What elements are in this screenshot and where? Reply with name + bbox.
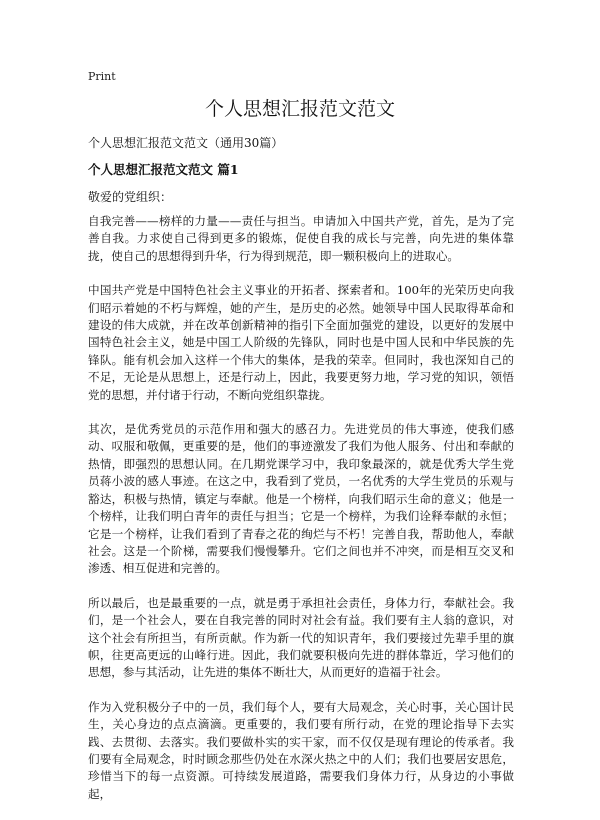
section-heading: 个人思想汇报范文范文 篇1 (88, 162, 239, 177)
paragraph: 中国共产党是中国特色社会主义事业的开拓者、探索者和。100年的光荣历史向我们昭示着她的不朽与辉煌，她的产生，是历史的必然。她领导中国人民取得革命和建设的伟大成就，并在改革创新精神的指引下全面加强党的建设，以更好的发展中国特色社会主义，她是中国工人阶级的先锋队，同时也是中国人民和中华民族的先锋队。能有机会加入这样一个伟大的集体，是我的荣幸。但同时，我也深知自己的不足，无论是从思想上，还是行动上，因此，我要更努力地，学习党的知识，领悟党的思想，并付诸于行动，不断向党组织靠拢。 (88, 283, 514, 402)
paragraph: 所以最后，也是最重要的一点，就是勇于承担社会责任，身体力行，奉献社会。我们，是一个社会人，要在自我完善的同时对社会有益。我们要有主人翁的意识，对这个社会有所担当，有所贡献。作为新一代的知识青年，我们要接过先辈手里的旗帜，往更高更远的山峰行进。因此，我们就要积极向先进的群体靠近，学习他们的思想，参与其活动，让先进的集体不断壮大，从而更好的造福于社会。 (88, 595, 514, 680)
document-subtitle: 个人思想汇报范文范文（通用30篇） (88, 136, 284, 150)
paragraph: 自我完善——榜样的力量——责任与担当。申请加入中国共产党，首先，是为了完善自我。力求使自己得到更多的锻炼，促使自我的成长与完善，向先进的集体靠拢，使自己的思想得到升华，行为得到规范，即一颗积极向上的进取心。 (88, 214, 514, 263)
paragraph: 作为入党积极分子中的一员，我们每个人，要有大局观念，关心时事，关心国计民生，关心身边的点点滴滴。更重要的，我们要有所行动，在党的理论指导下去实践、去贯彻、去落实。我们要做朴实的实干家，而不仅仅是现有理论的传承者。我们要有全局观念，时时顾念那些仍处在水深火热之中的人们；我们也要居安思危，珍惜当下的每一点资源。可持续发展道路，需要我们身体力行，从身边的小事做起， (88, 699, 514, 801)
print-label[interactable]: Print (88, 70, 116, 83)
paragraph: 其次，是优秀党员的示范作用和强大的感召力。先进党员的伟大事迹，使我们感动、叹服和敬佩，更重要的是，他们的事迹激发了我们为他人服务、付出和奉献的热情，即强烈的思想认同。在几期党课学习中，我印象最深的，就是优秀大学生党员蒋小波的感人事迹。在这之中，我看到了党员，一名优秀的大学生党员的乐观与豁达，积极与热情，镇定与奉献。他是一个榜样，向我们昭示生命的意义；他是一个榜样，让我们明白青年的责任与担当；它是一个榜样，为我们诠释奉献的永恒；它是一个榜样，让我们看到了青春之花的绚烂与不朽！完善自我，帮助他人，奉献社会。这是一个阶梯，需要我们慢慢攀升。它们之间也并不冲突，而是相互交叉和渗透、相互促进和完善的。 (88, 422, 514, 576)
document-title: 个人思想汇报范文范文 (204, 98, 395, 120)
salutation: 敬爱的党组织： (88, 190, 173, 204)
body-text (88, 213, 514, 820)
